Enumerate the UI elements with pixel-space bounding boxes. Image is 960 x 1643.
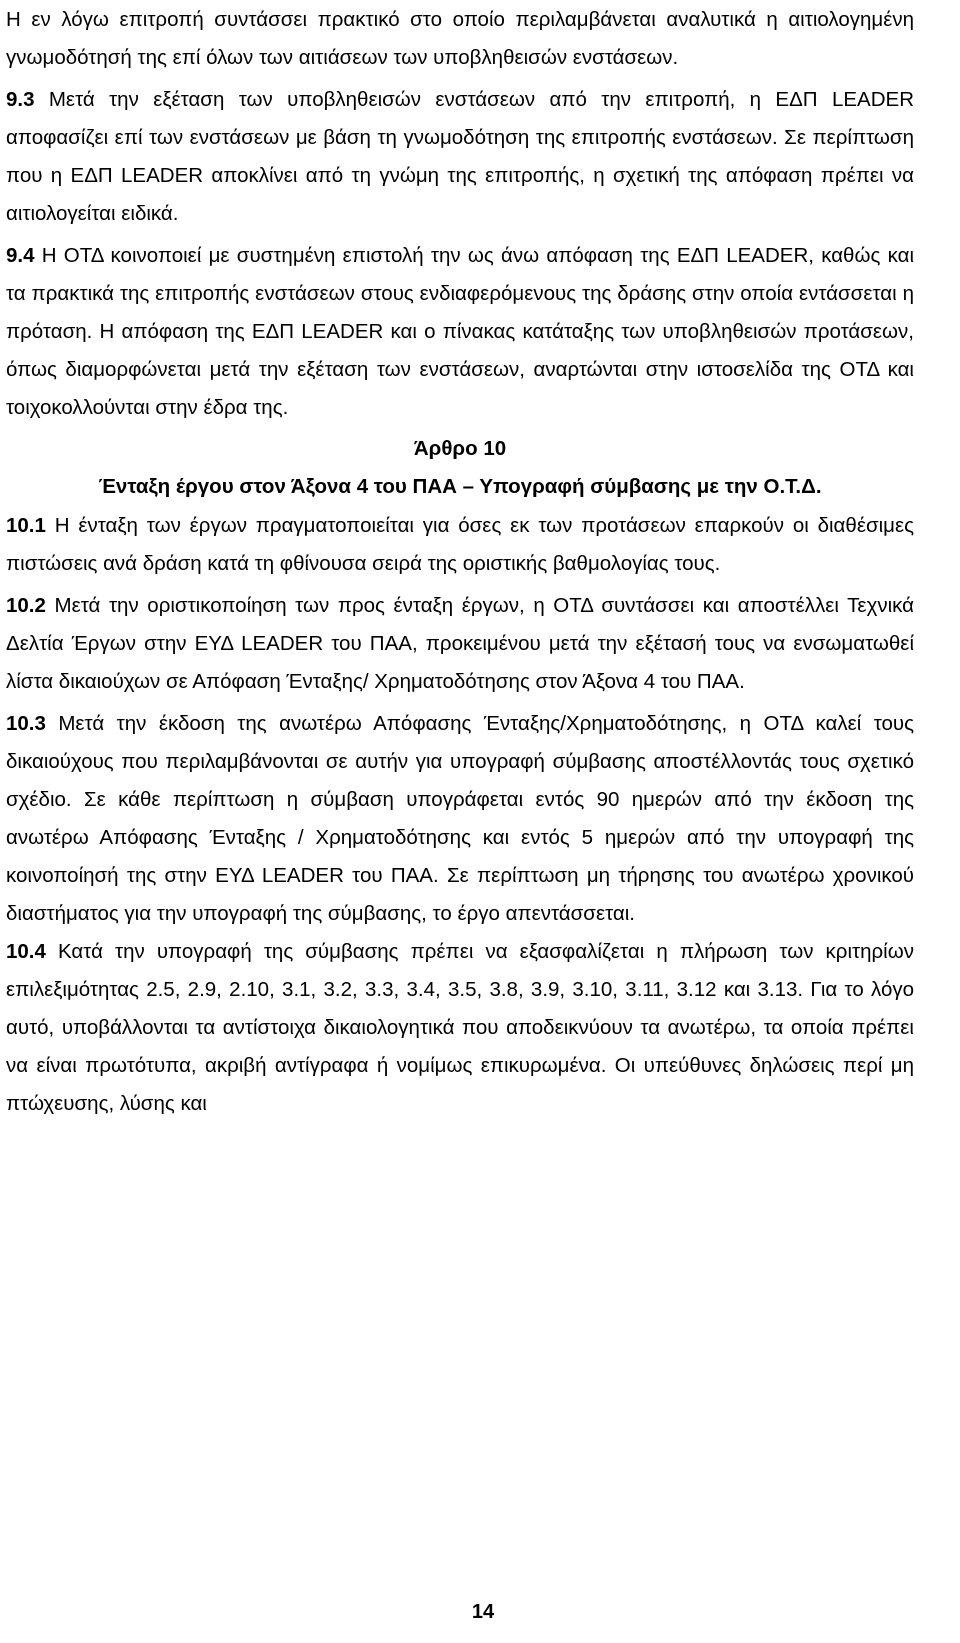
paragraph-number: 10.1: [6, 514, 46, 537]
paragraph-number: 10.3: [6, 712, 46, 735]
paragraph-text: Η ΟΤΔ κοινοποιεί με συστημένη επιστολή την ως άνω απόφαση της ΕΔΠ LEADER, καθώς και τα πρακτικά της επιτροπής ενστάσεων στους ενδιαφερόμενους της δράσης στην οποία εντάσσεται η πρόταση. Η απόφαση της ΕΔΠ LEADER και ο πίνακας κατάταξης των υποβληθεισών προτάσεων, όπως διαμορφώνεται μετά την εξέταση των ενστάσεων, αναρτώνται στην ιστοσελίδα της ΟΤΔ και τοιχοκολλούνται στην έδρα της.: [6, 244, 914, 419]
paragraph-text: Μετά την έκδοση της ανωτέρω Απόφασης Ένταξης/Χρηματοδότησης, η ΟΤΔ καλεί τους δικαιούχους που περιλαμβάνονται σε αυτήν για υπογραφή σύμβασης αποστέλλοντάς τους σχετικό σχέδιο. Σε κάθε περίπτωση η σύμβαση υπογράφεται εντός 90 ημερών από την έκδοση της ανωτέρω Απόφασης Ένταξης / Χρηματοδότησης και εντός 5 ημερών από την υπογραφή της κοινοποίησή της στην ΕΥΔ LEADER του ΠΑΑ. Σε περίπτωση μη τήρησης του ανωτέρω χρονικού διαστήματος για την υπογραφή της σύμβασης, το έργο απεντάσσεται.: [6, 712, 914, 925]
paragraph-9-4: [6, 237, 914, 427]
paragraph-text: Η εν λόγω επιτροπή συντάσσει πρακτικό στο οποίο περιλαμβάνεται αναλυτικά η αιτιολογημένη γνωμοδότησή της επί όλων των αιτιάσεων των υποβληθεισών ενστάσεων.: [6, 8, 914, 69]
paragraph-text: Κατά την υπογραφή της σύμβασης πρέπει να εξασφαλίζεται η πλήρωση των κριτηρίων επιλεξιμότητας 2.5, 2.9, 2.10, 3.1, 3.2, 3.3, 3.4, 3.5, 3.8, 3.9, 3.10, 3.11, 3.12 και 3.13. Για το λόγο αυτό, υποβάλλονται τα αντίστοιχα δικαιολογητικά που αποδεικνύουν τα ανωτέρω, τα οποία πρέπει να είναι πρωτότυπα, ακριβή αντίγραφα ή νομίμως επικυρωμένα. Οι υπεύθυνες δηλώσεις περί μη πτώχευσης, λύσης και: [6, 940, 914, 1115]
paragraph-10-3: [6, 705, 914, 933]
paragraph-9-3: [6, 81, 914, 233]
paragraph-10-1: [6, 507, 914, 583]
paragraph-intro: [6, 1, 914, 77]
paragraph-number: 10.2: [6, 594, 46, 617]
article-heading: Άρθρο 10: [413, 437, 507, 460]
paragraph-number: 9.4: [6, 244, 35, 267]
paragraph-text: Η ένταξη των έργων πραγματοποιείται για όσες εκ των προτάσεων επαρκούν οι διαθέσιμες πιστώσεις ανά δράση κατά τη φθίνουσα σειρά της οριστικής βαθμολογίας τους.: [6, 514, 914, 575]
paragraph-number: 10.4: [6, 940, 46, 963]
article-title: Ένταξη έργου στον Άξονα 4 του ΠΑΑ – Υπογραφή σύμβασης με την Ο.Τ.Δ.: [98, 475, 822, 498]
page-number: 14: [471, 1601, 495, 1623]
paragraph-text: Μετά την οριστικοποίηση των προς ένταξη έργων, η ΟΤΔ συντάσσει και αποστέλλει Τεχνικά Δελτία Έργων στην ΕΥΔ LEADER του ΠΑΑ, προκειμένου μετά την εξέτασή τους να ενσωματωθεί λίστα δικαιούχων σε Απόφαση Ένταξης/ Χρηματοδότησης στον Άξονα 4 του ΠΑΑ.: [6, 594, 914, 693]
paragraph-number: 9.3: [6, 88, 35, 111]
paragraph-text: Μετά την εξέταση των υποβληθεισών ενστάσεων από την επιτροπή, η ΕΔΠ LEADER αποφασίζει επί των ενστάσεων με βάση τη γνωμοδότηση της επιτροπής ενστάσεων. Σε περίπτωση που η ΕΔΠ LEADER αποκλίνει από τη γνώμη της επιτροπής, η σχετική της απόφαση πρέπει να αιτιολογείται ειδικά.: [6, 88, 914, 225]
paragraph-10-4: [6, 933, 914, 1123]
paragraph-10-2: [6, 587, 914, 701]
